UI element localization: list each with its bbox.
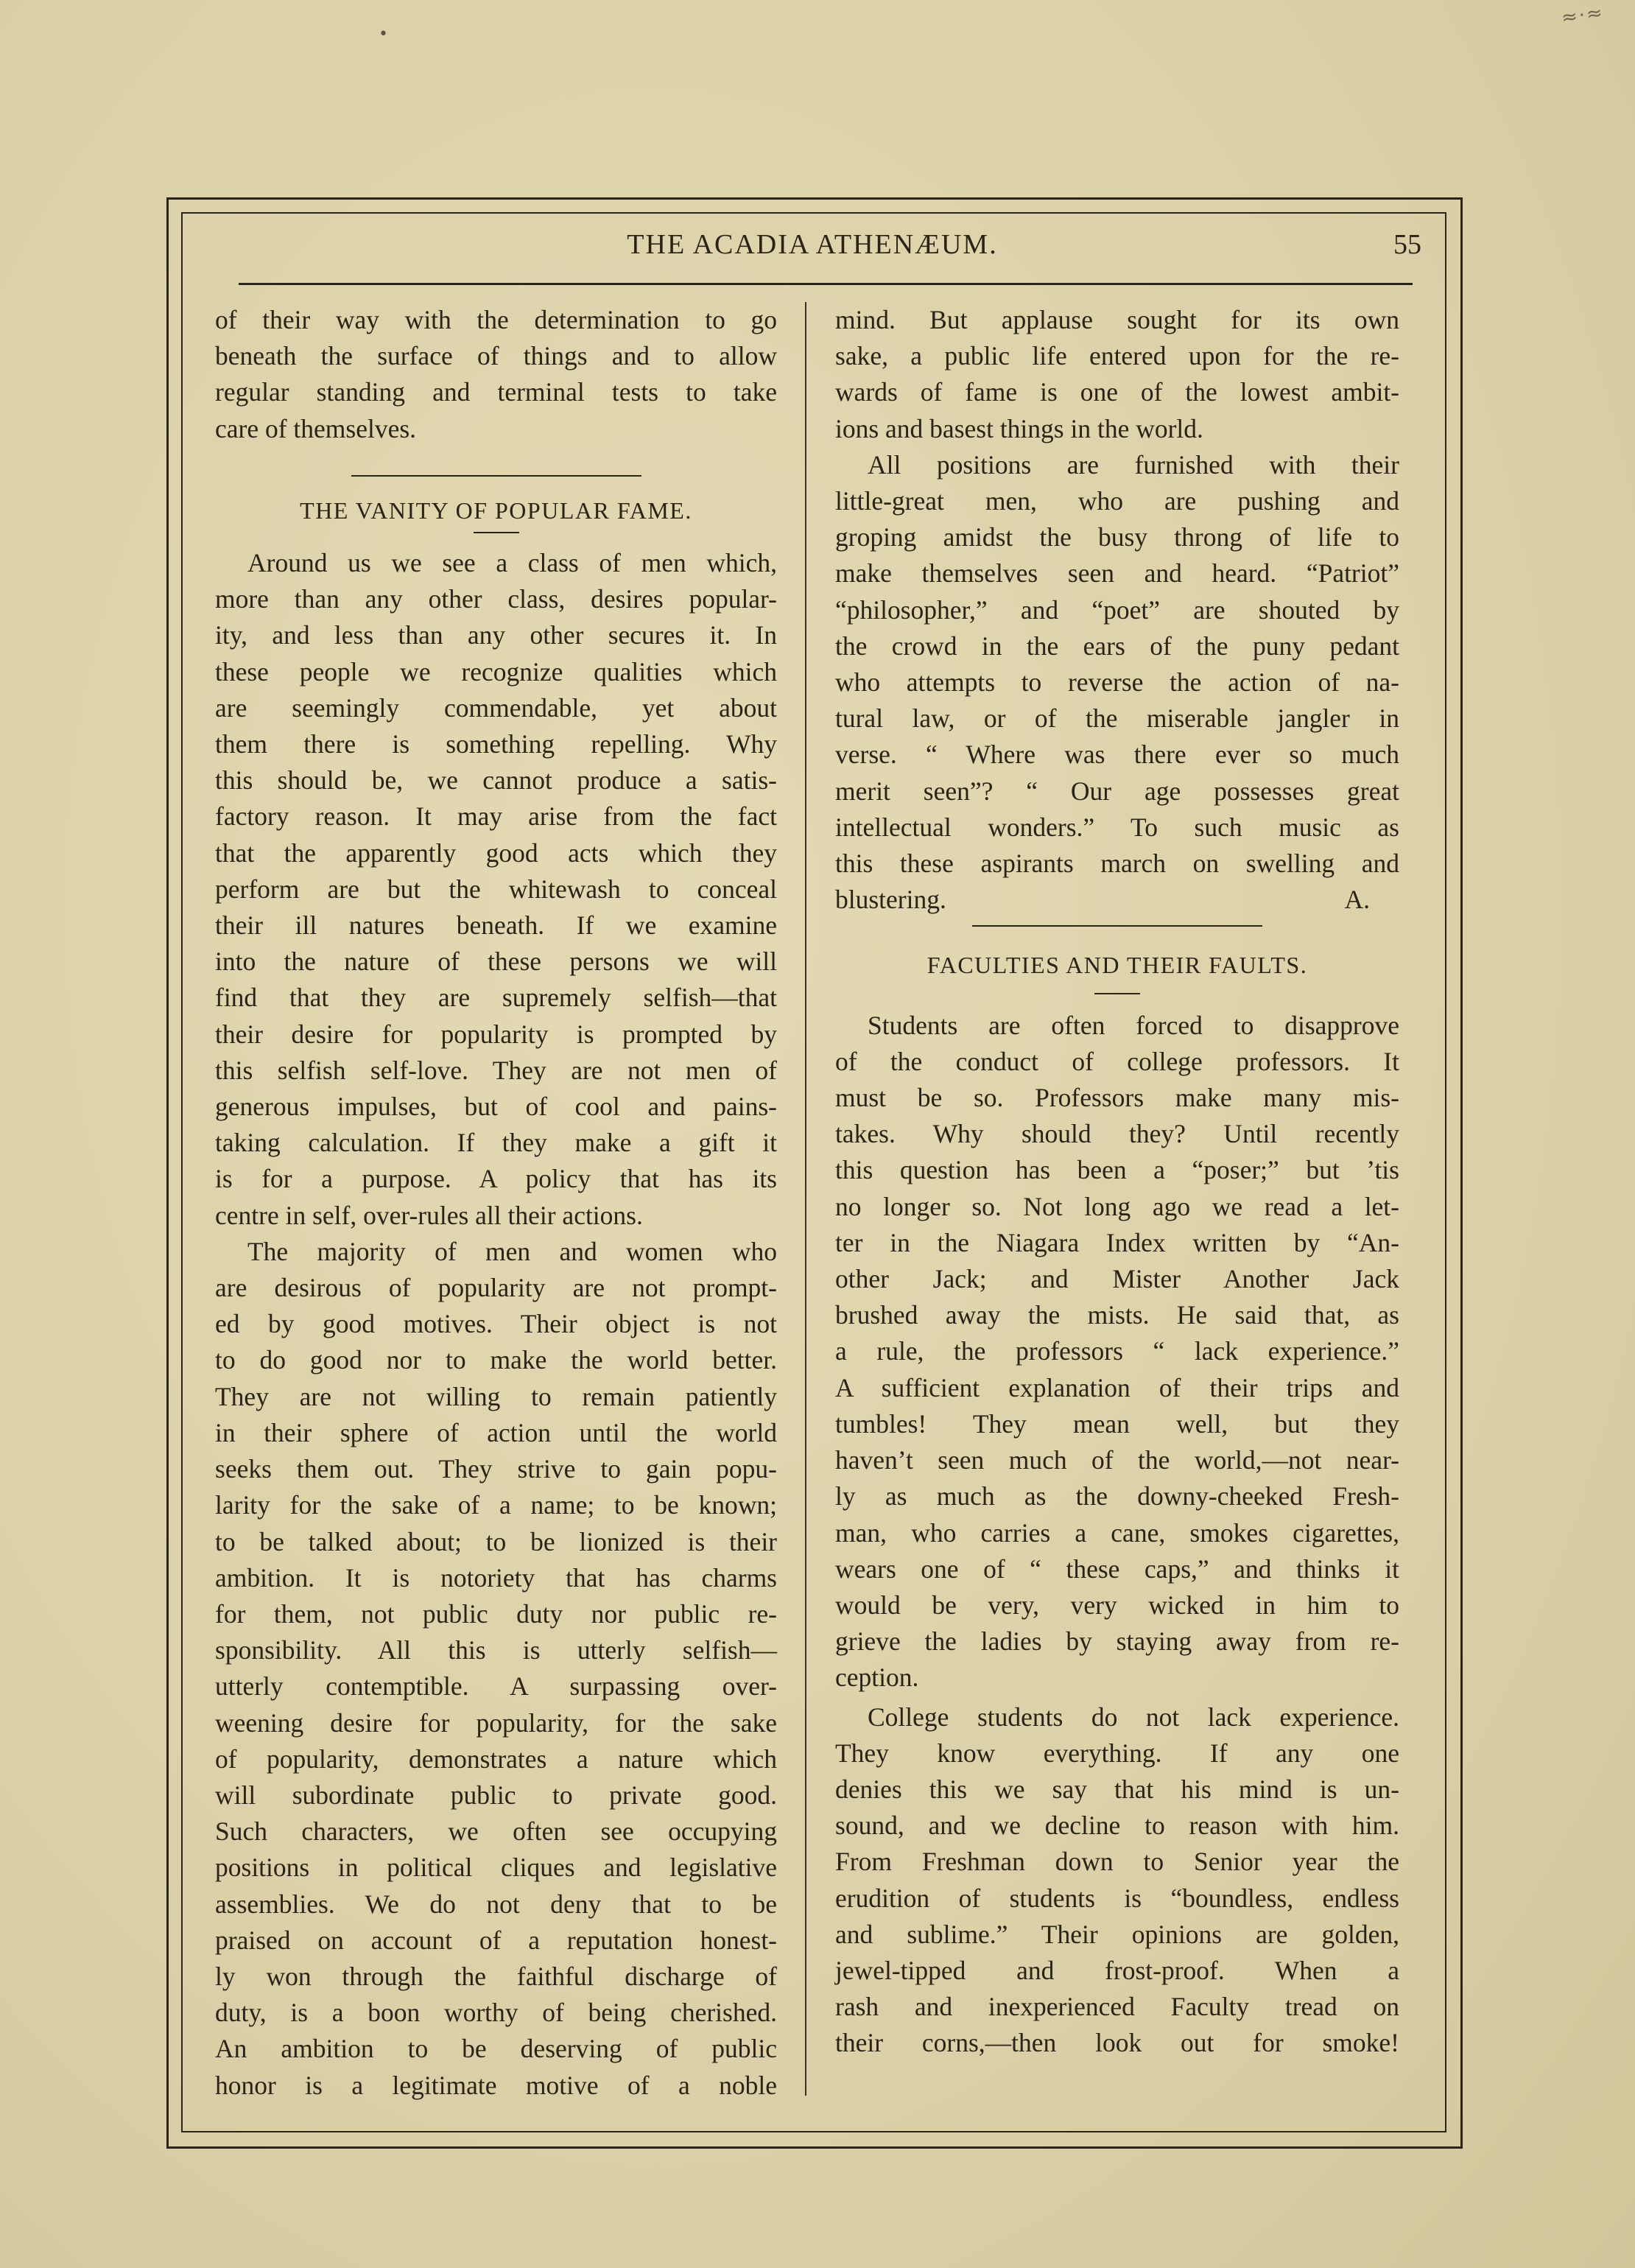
text-line: They are not willing to remain patiently <box>215 1381 777 1411</box>
text-line: merit seen”? “ Our age possesses great <box>835 776 1399 806</box>
paragraph <box>835 447 1399 919</box>
text-line: to be talked about; to be lionized is their <box>215 1526 777 1556</box>
text-line: who attempts to reverse the action of na- <box>835 667 1399 698</box>
paragraph <box>835 1699 1399 2062</box>
text-line: for them, not public duty nor public re- <box>215 1598 777 1629</box>
left-column <box>215 302 777 2104</box>
text-line: would be very, very wicked in him to <box>835 1590 1399 1620</box>
text-line: of their way with the determination to go <box>215 305 777 334</box>
closing-text: blustering. <box>835 885 946 915</box>
author-signature: A. <box>1344 885 1370 915</box>
column-divider <box>805 302 806 2096</box>
article-title-faculties: FACULTIES AND THEIR FAULTS. <box>926 952 1308 979</box>
section-separator-rule <box>351 475 641 477</box>
text-line: haven’t seen much of the world,—not near- <box>835 1445 1399 1475</box>
text-line: praised on account of a reputation honest- <box>215 1925 777 1955</box>
text-line: make themselves seen and heard. “Patriot” <box>835 558 1399 589</box>
text-line: taking calculation. If they make a gift it <box>215 1128 777 1158</box>
text-line: this these aspirants march on swelling and <box>835 849 1399 879</box>
text-line: jewel-tipped and frost-proof. When a <box>835 1955 1399 1985</box>
text-line: takes. Why should they? Until recently <box>835 1119 1399 1149</box>
text-line: ly as much as the downy-cheeked Fresh- <box>835 1481 1399 1512</box>
title-underline <box>474 532 519 533</box>
text-line: weening desire for popularity, for the sake <box>215 1707 777 1738</box>
closing-line <box>835 882 1399 918</box>
corner-ink-smudge: ≈·≈ <box>1560 1 1606 29</box>
text-line: honor is a legitimate motive of a noble <box>215 2070 777 2100</box>
paragraph <box>215 1234 777 2104</box>
text-line: this should be, we cannot produce a satis- <box>215 765 777 796</box>
text-line: will subordinate public to private good. <box>215 1780 777 1810</box>
paper-speck: • <box>379 25 388 43</box>
text-line: into the nature of these persons we will <box>215 947 777 977</box>
text-line: the crowd in the ears of the puny pedant <box>835 631 1399 661</box>
text-line: are seemingly commendable, yet about <box>215 692 777 723</box>
text-line: find that they are supremely selfish—that <box>215 983 777 1013</box>
text-line: brushed away the mists. He said that, as <box>835 1300 1399 1330</box>
text-line: a rule, the professors “ lack experience.” <box>835 1336 1399 1366</box>
text-line: ions and basest things in the world. <box>835 413 1203 443</box>
text-line: duty, is a boon worthy of being cherished. <box>215 1998 777 2028</box>
text-line: groping amidst the busy throng of life to <box>835 522 1399 552</box>
text-line: All positions are furnished with their <box>868 449 1399 480</box>
page-header <box>181 221 1444 265</box>
text-line: ity, and less than any other secures it. In <box>215 620 777 650</box>
text-line: in their sphere of action until the world <box>215 1417 777 1447</box>
text-line: rash and inexperienced Faculty tread on <box>835 1992 1399 2022</box>
text-line: beneath the surface of things and to allow <box>215 341 777 371</box>
text-line: perform are but the whitewash to conceal <box>215 874 777 904</box>
text-line: verse. “ Where was there ever so much <box>835 740 1399 770</box>
text-line: of popularity, demonstrates a nature which <box>215 1744 777 1774</box>
intro-text <box>215 302 777 447</box>
section-separator-rule <box>972 925 1262 927</box>
text-line: grieve the ladies by staying away from re- <box>835 1626 1399 1657</box>
text-line: ter in the Niagara Index written by “An- <box>835 1227 1399 1257</box>
text-line: tural law, or of the miserable jangler in <box>835 703 1399 734</box>
text-line: wears one of “ these caps,” and thinks it <box>835 1553 1399 1584</box>
text-line: larity for the sake of a name; to be known; <box>215 1490 777 1520</box>
text-line: care of themselves. <box>215 413 417 443</box>
text-line: intellectual wonders.” To such music as <box>835 812 1399 842</box>
text-line: assemblies. We do not deny that to be <box>215 1889 777 1919</box>
paragraph <box>835 302 1399 447</box>
text-line: is for a purpose. A policy that has its <box>215 1164 777 1194</box>
text-line: man, who carries a cane, smokes cigarettes, <box>835 1517 1399 1548</box>
text-line: little-great men, who are pushing and <box>835 486 1399 516</box>
text-line: A sufficient explanation of their trips and <box>835 1372 1399 1402</box>
running-title: THE ACADIA ATHENÆUM. <box>627 229 998 260</box>
text-line: this selfish self-love. They are not men of <box>215 1055 777 1085</box>
text-line: to do good nor to make the world better. <box>215 1345 777 1375</box>
text-line: The majority of men and women who <box>247 1236 777 1266</box>
text-line: Such characters, we often see occupying <box>215 1816 777 1847</box>
article-title-vanity: THE VANITY OF POPULAR FAME. <box>300 496 692 524</box>
text-line: They know everything. If any one <box>835 1738 1399 1768</box>
text-line: utterly contemptible. A surpassing over- <box>215 1671 777 1702</box>
title-underline <box>1094 993 1140 994</box>
text-line: mind. But applause sought for its own <box>835 305 1399 334</box>
text-line: these people we recognize qualities which <box>215 656 777 687</box>
page-number: 55 <box>1393 229 1421 260</box>
paragraph <box>835 1008 1399 1696</box>
text-line: sponsibility. All this is utterly selfish— <box>215 1635 777 1665</box>
text-line: their desire for popularity is prompted by <box>215 1019 777 1049</box>
text-line: From Freshman down to Senior year the <box>835 1847 1399 1877</box>
text-line: more than any other class, desires popular- <box>215 584 777 614</box>
text-line: Students are often forced to disapprove <box>868 1010 1399 1040</box>
text-line: ambition. It is notoriety that has charms <box>215 1562 777 1593</box>
text-line: them there is something repelling. Why <box>215 729 777 759</box>
text-line: seeks them out. They strive to gain popu- <box>215 1454 777 1484</box>
right-column <box>835 302 1399 2062</box>
text-line: their corns,—then look out for smoke! <box>835 2028 1399 2058</box>
text-line: generous impulses, but of cool and pains- <box>215 1092 777 1122</box>
text-line: ed by good motives. Their object is not <box>215 1309 777 1339</box>
text-line: and sublime.” Their opinions are golden, <box>835 1919 1399 1949</box>
text-line: centre in self, over-rules all their actions. <box>215 1200 643 1230</box>
text-line: must be so. Professors make many mis- <box>835 1083 1399 1113</box>
text-line: of the conduct of college professors. It <box>835 1046 1399 1076</box>
text-line: this question has been a “poser;” but ’tis <box>835 1155 1399 1185</box>
text-line: regular standing and terminal tests to take <box>215 377 777 407</box>
text-line: An ambition to be deserving of public <box>215 2034 777 2064</box>
text-line: Around us we see a class of men which, <box>247 548 777 578</box>
text-line: tumbles! They mean well, but they <box>835 1408 1399 1439</box>
text-line: ception. <box>835 1663 919 1693</box>
text-line: College students do not lack experience. <box>868 1702 1399 1732</box>
text-line: their ill natures beneath. If we examine <box>215 910 777 941</box>
text-line: “philosopher,” and “poet” are shouted by <box>835 594 1399 625</box>
text-line: ly won through the faithful discharge of <box>215 1961 777 1991</box>
text-line: denies this we say that his mind is un- <box>835 1774 1399 1804</box>
text-line: erudition of students is “boundless, endless <box>835 1883 1399 1913</box>
text-line: wards of fame is one of the lowest ambit- <box>835 377 1399 407</box>
text-line: factory reason. It may arise from the fact <box>215 801 777 832</box>
text-line: that the apparently good acts which they <box>215 838 777 868</box>
text-line: are desirous of popularity are not prompt- <box>215 1273 777 1303</box>
text-line: positions in political cliques and legislative <box>215 1853 777 1883</box>
text-line: sake, a public life entered upon for the re- <box>835 341 1399 371</box>
header-rule <box>239 283 1413 285</box>
paragraph <box>215 545 777 1234</box>
text-line: sound, and we decline to reason with him. <box>835 1811 1399 1841</box>
text-line: other Jack; and Mister Another Jack <box>835 1264 1399 1294</box>
text-line: no longer so. Not long ago we read a let- <box>835 1191 1399 1221</box>
